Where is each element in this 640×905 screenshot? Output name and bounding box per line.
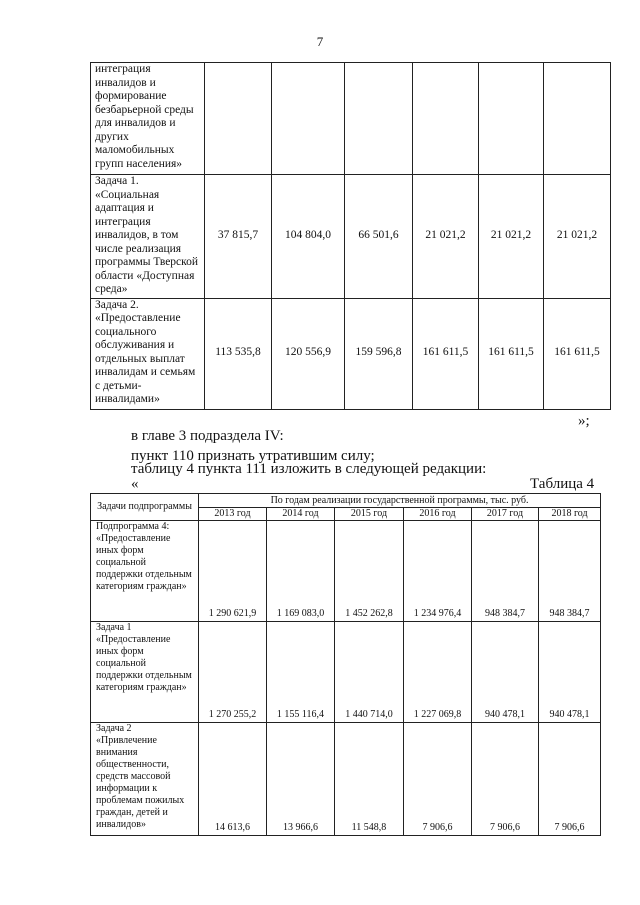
value-cell: 1 227 069,8 [404,622,472,723]
table-label: Таблица 4 [530,476,595,492]
paragraph: пункт 110 признать утратившим силу; [131,448,375,464]
value-cell: 1 290 621,9 [199,521,267,622]
table-header-row [91,494,601,508]
value-cell: 113 535,8 [205,298,272,409]
value-cell [544,63,611,175]
header-years-span: По годам реализации государственной программы, тыс. руб. [199,494,601,508]
value-cell: 1 155 116,4 [267,622,335,723]
paragraph: в главе 3 подраздела IV: [131,428,284,444]
page-number: 7 [316,34,324,49]
value-cell: 21 021,2 [544,175,611,299]
value-cell: 1 270 255,2 [199,622,267,723]
table-row [91,723,601,836]
row-label: Задача 2 «Привлечение внимания общественности, средств массовой информации к проблемам пожилых граждан, детей и инвалидов» [91,723,199,836]
value-cell: 21 021,2 [479,175,544,299]
value-cell [413,63,479,175]
value-cell: 21 021,2 [413,175,479,299]
table-row [91,175,611,299]
table-row [91,622,601,723]
table-4 [90,493,601,836]
value-cell: 1 169 083,0 [267,521,335,622]
value-cell: 37 815,7 [205,175,272,299]
value-cell: 13 966,6 [267,723,335,836]
value-cell: 11 548,8 [335,723,404,836]
value-cell: 940 478,1 [539,622,601,723]
value-cell: 7 906,6 [539,723,601,836]
value-cell: 66 501,6 [345,175,413,299]
value-cell: 940 478,1 [472,622,539,723]
value-cell [345,63,413,175]
table-row [91,298,611,409]
value-cell: 161 611,5 [413,298,479,409]
row-label: Задача 2. «Предоставление социального обслуживания и отдельных выплат инвалидам и семьям с детьми-инвалидами» [91,298,205,409]
year-header: 2017 год [472,508,539,521]
opening-quote: « [131,476,139,492]
year-header: 2015 год [335,508,404,521]
year-header: 2016 год [404,508,472,521]
value-cell: 104 804,0 [272,175,345,299]
value-cell [272,63,345,175]
row-label: интеграция инвалидов и формирование безбарьерной среды для инвалидов и других маломобильных групп населения» [91,63,205,175]
value-cell: 159 596,8 [345,298,413,409]
value-cell: 14 613,6 [199,723,267,836]
row-label: Подпрограмма 4: «Предоставление иных форм социальной поддержки отдельным категориям граждан» [91,521,199,622]
year-header: 2013 год [199,508,267,521]
value-cell: 7 906,6 [472,723,539,836]
value-cell: 161 611,5 [479,298,544,409]
row-label: Задача 1. «Социальная адаптация и интеграция инвалидов, в том числе реализация программы Тверской области «Доступная среда» [91,175,205,299]
value-cell: 1 452 262,8 [335,521,404,622]
value-cell: 948 384,7 [472,521,539,622]
value-cell: 1 440 714,0 [335,622,404,723]
table-row [91,63,611,175]
continued-table [90,62,611,410]
year-header: 2014 год [267,508,335,521]
table-row [91,521,601,622]
closing-quote: »; [578,413,590,429]
value-cell [479,63,544,175]
value-cell: 161 611,5 [544,298,611,409]
value-cell: 120 556,9 [272,298,345,409]
value-cell: 1 234 976,4 [404,521,472,622]
header-tasks: Задачи подпрограммы [91,494,199,521]
value-cell: 948 384,7 [539,521,601,622]
value-cell: 7 906,6 [404,723,472,836]
row-label: Задача 1 «Предоставление иных форм социальной поддержки отдельным категориям граждан» [91,622,199,723]
value-cell [205,63,272,175]
year-header: 2018 год [539,508,601,521]
paragraph: таблицу 4 пункта 111 изложить в следующей редакции: [131,461,487,477]
